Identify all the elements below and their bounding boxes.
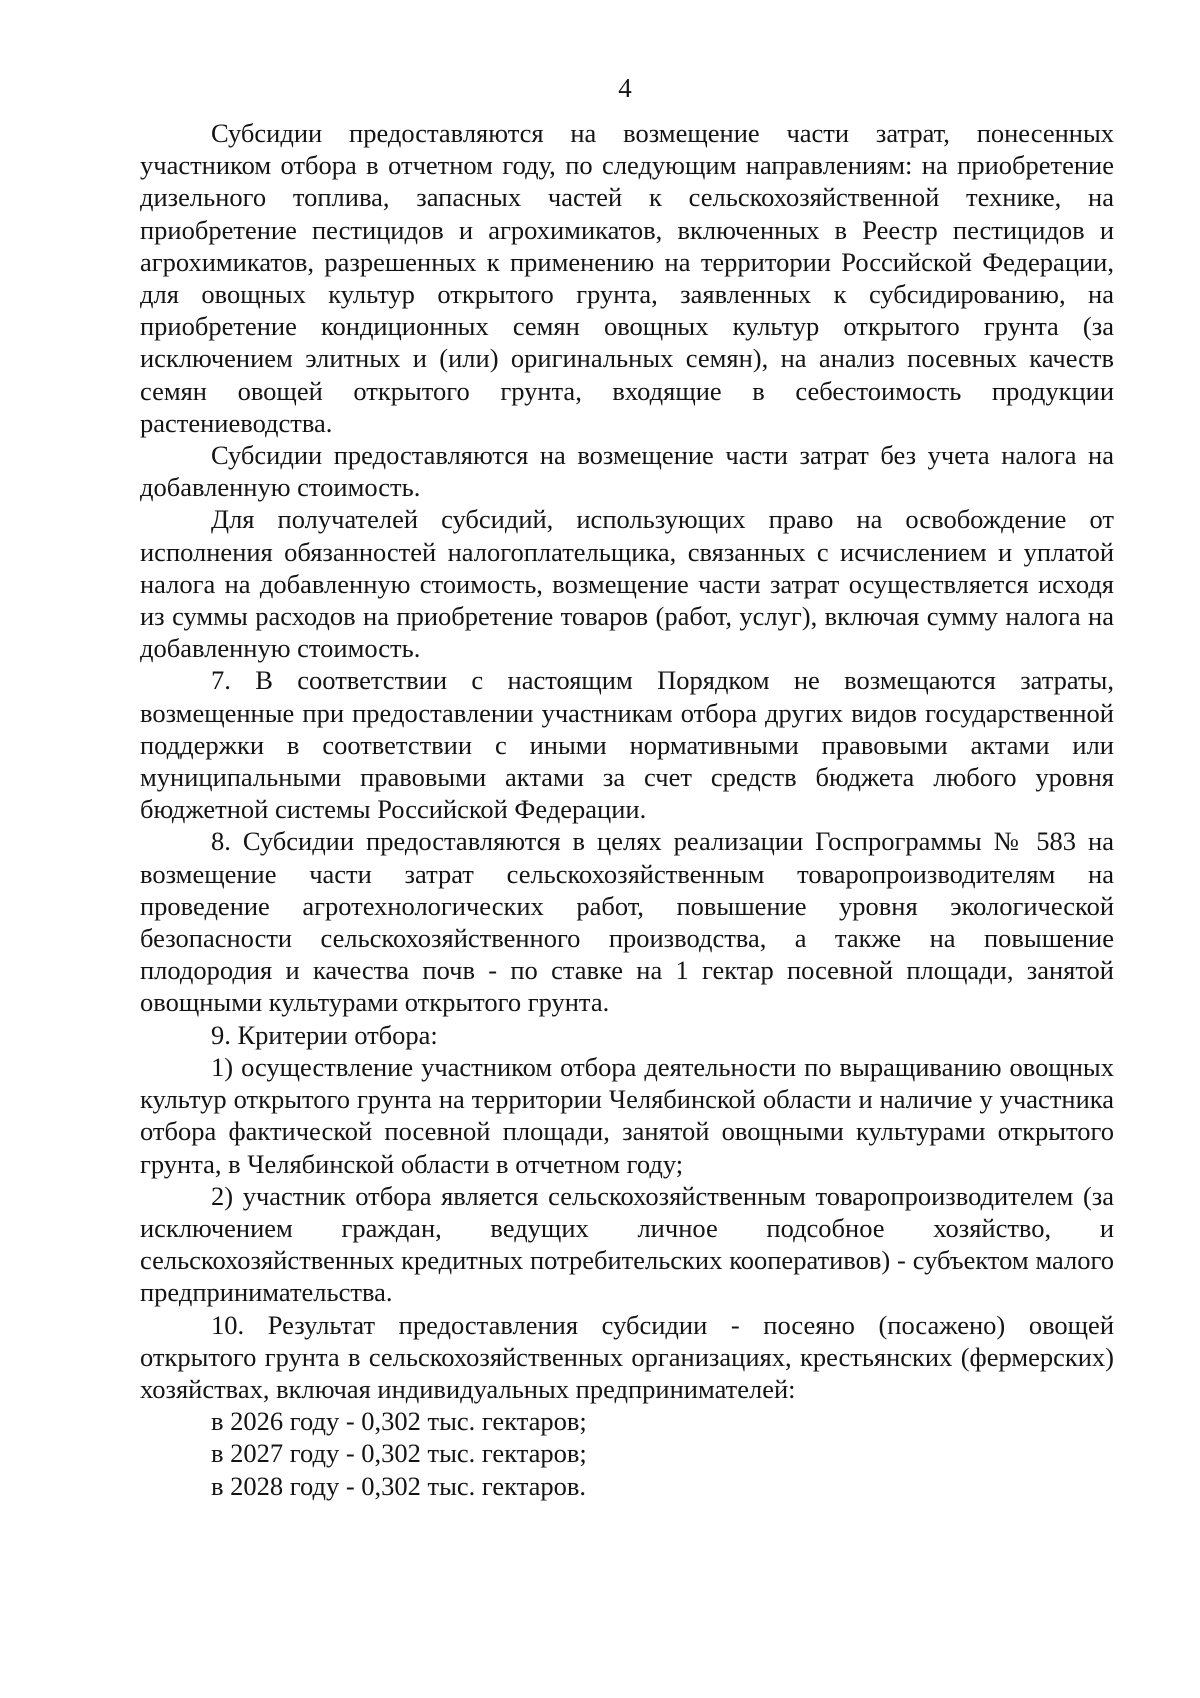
paragraph-criterion-1: 1) осуществление участником отбора деятельности по выращиванию овощных культур открытого грунта на территории Челябинской области и наличие у участника отбора фактической посевной площади, занятой овощными культурами открытого грунта, в Челябинской области в отчетном году;	[140, 1051, 1114, 1179]
paragraph-item-7: 7. В соответствии с настоящим Порядком не возмещаются затраты, возмещенные при предоставлении участникам отбора других видов государственной поддержки в соответствии с иными нормативными правовыми актами или муниципальными правовыми актами за счет средств бюджета любого уровня бюджетной системы Российской Федерации.	[140, 665, 1114, 825]
paragraph-item-8: 8. Субсидии предоставляются в целях реализации Госпрограммы № 583 на возмещение части затрат сельскохозяйственным товаропроизводителям на проведение агротехнологических работ, повышение уровня экологической безопасности сельскохозяйственного производства, а также на повышение плодородия и качества почв - по ставке на 1 гектар посевной площади, занятой овощными культурами открытого грунта.	[140, 826, 1114, 1018]
page-number: 4	[618, 73, 632, 103]
result-year-2026: в 2026 году - 0,302 тыс. гектаров;	[211, 1406, 587, 1437]
paragraph-vat-exemption: Для получателей субсидий, использующих право на освобождение от исполнения обязанностей налогоплательщика, связанных с исчислением и уплатой налога на добавленную стоимость, возмещение части затрат осуществляется исходя из суммы расходов на приобретение товаров (работ, услуг), включая сумму налога на добавленную стоимость.	[140, 504, 1114, 664]
result-year-2028: в 2028 году - 0,302 тыс. гектаров.	[211, 1470, 587, 1501]
result-year-2027: в 2027 году - 0,302 тыс. гектаров;	[211, 1438, 587, 1469]
paragraph-criterion-2: 2) участник отбора является сельскохозяйственным товаропроизводителем (за исключением граждан, ведущих личное подсобное хозяйство, и сельскохозяйственных кредитных потребительских кооперативов) - субъектом малого предпринимательства.	[140, 1180, 1114, 1308]
paragraph-vat-exclusion: Субсидии предоставляются на возмещение части затрат без учета налога на добавленную стоимость.	[140, 440, 1114, 503]
paragraph-subsidy-directions: Субсидии предоставляются на возмещение части затрат, понесенных участником отбора в отчетном году, по следующим направлениям: на приобретение дизельного топлива, запасных частей к сельскохозяйственной технике, на приобретение пестицидов и агрохимикатов, включенных в Реестр пестицидов и агрохимикатов, разрешенных к применению на территории Российской Федерации, для овощных культур открытого грунта, заявленных к субсидированию, на приобретение кондиционных семян овощных культур открытого грунта (за исключением элитных и (или) оригинальных семян), на анализ посевных качеств семян овощей открытого грунта, входящие в себестоимость продукции растениеводства.	[140, 118, 1114, 438]
document-body	[140, 117, 1114, 1502]
paragraph-item-9-heading: 9. Критерии отбора:	[211, 1019, 438, 1050]
paragraph-item-10: 10. Результат предоставления субсидии - посеяно (посажено) овощей открытого грунта в сельскохозяйственных организациях, крестьянских (фермерских) хозяйствах, включая индивидуальных предпринимателей:	[140, 1309, 1114, 1404]
